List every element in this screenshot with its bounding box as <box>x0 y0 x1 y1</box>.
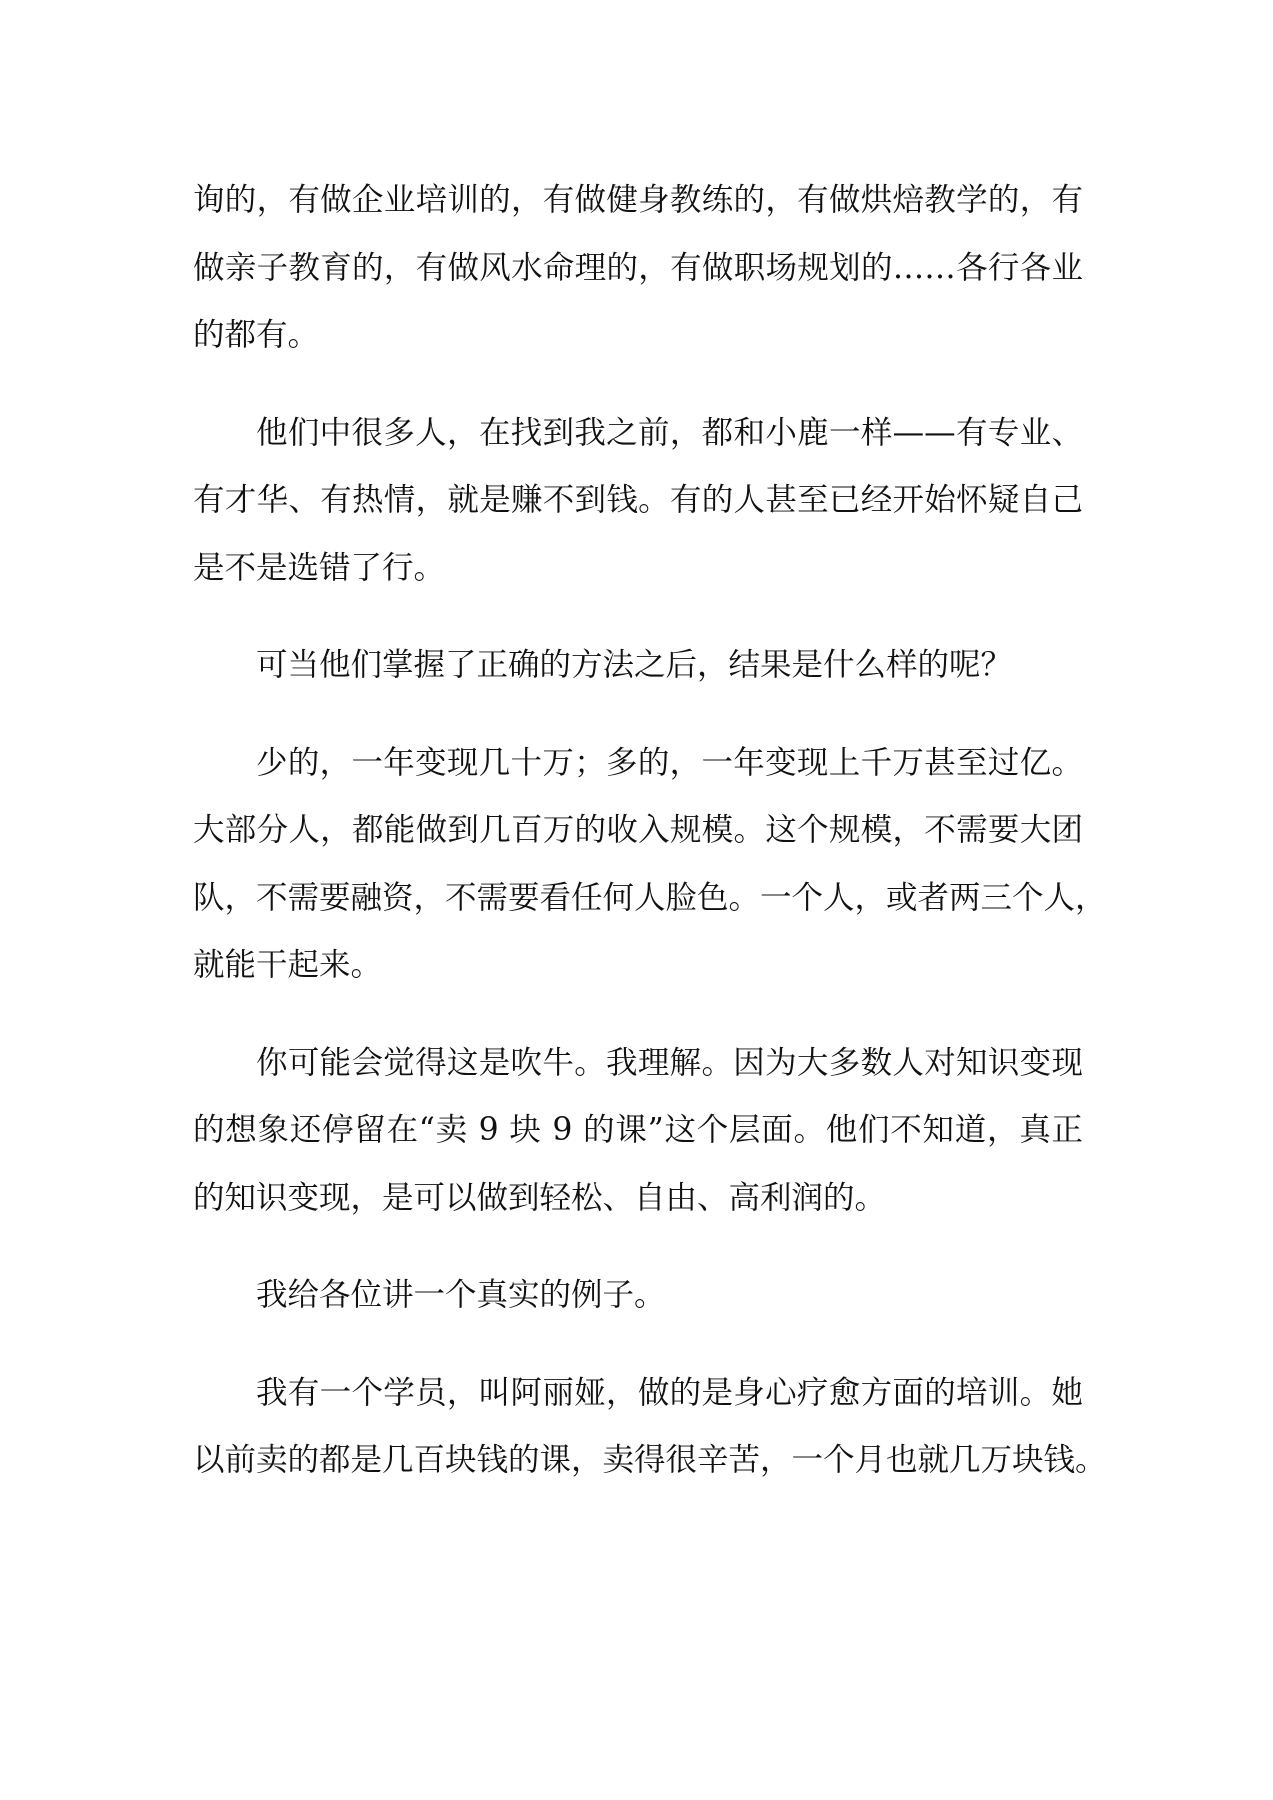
paragraph <box>193 632 1083 700</box>
paragraph-line: 队，不需要融资，不需要看任何人脸色。一个人，或者两三个人， <box>193 879 1107 916</box>
paragraph <box>193 400 1083 603</box>
paragraph <box>193 730 1107 1000</box>
paragraph-line: 大部分人，都能做到几百万的收入规模。这个规模，不需要大团 <box>193 812 1083 848</box>
paragraph-line: 是不是选错了行。 <box>193 549 446 586</box>
paragraph-line: 你可能会觉得这是吹牛。我理解。因为大多数人对知识变现 <box>256 1044 1083 1081</box>
paragraph-line: 他们中很多人，在找到我之前，都和小鹿一样——有专业、 <box>256 414 1083 451</box>
paragraph-line: 我有一个学员，叫阿丽娅，做的是身心疗愈方面的培训。她 <box>256 1374 1083 1411</box>
paragraph-line: 做亲子教育的，有做风水命理的，有做职场规划的……各行各业 <box>193 249 1083 286</box>
paragraph-line: 少的，一年变现几十万；多的，一年变现上千万甚至过亿。 <box>256 744 1083 781</box>
document-body <box>193 167 1107 1495</box>
paragraph <box>193 1030 1083 1233</box>
paragraph-line: 的想象还停留在“卖 9 块 9 的课”这个层面。他们不知道，真正 <box>193 1112 1083 1148</box>
paragraph-line: 可当他们掌握了正确的方法之后，结果是什么样的呢？ <box>256 647 1013 683</box>
paragraph-line: 的都有。 <box>193 317 320 353</box>
paragraph-line: 有才华、有热情，就是赚不到钱。有的人甚至已经开始怀疑自己 <box>193 482 1083 518</box>
paragraph-line: 我给各位讲一个真实的例子。 <box>256 1277 666 1313</box>
paragraph-line: 就能干起来。 <box>193 947 383 983</box>
paragraph <box>193 1360 1107 1495</box>
paragraph-line: 的知识变现，是可以做到轻松、自由、高利润的。 <box>193 1179 887 1216</box>
paragraph-line: 以前卖的都是几百块钱的课，卖得很辛苦，一个月也就几万块钱。 <box>193 1442 1107 1478</box>
paragraph <box>193 1262 1083 1330</box>
paragraph-line: 询的，有做企业培训的，有做健身教练的，有做烘焙教学的，有 <box>193 182 1083 218</box>
paragraph <box>193 167 1083 370</box>
